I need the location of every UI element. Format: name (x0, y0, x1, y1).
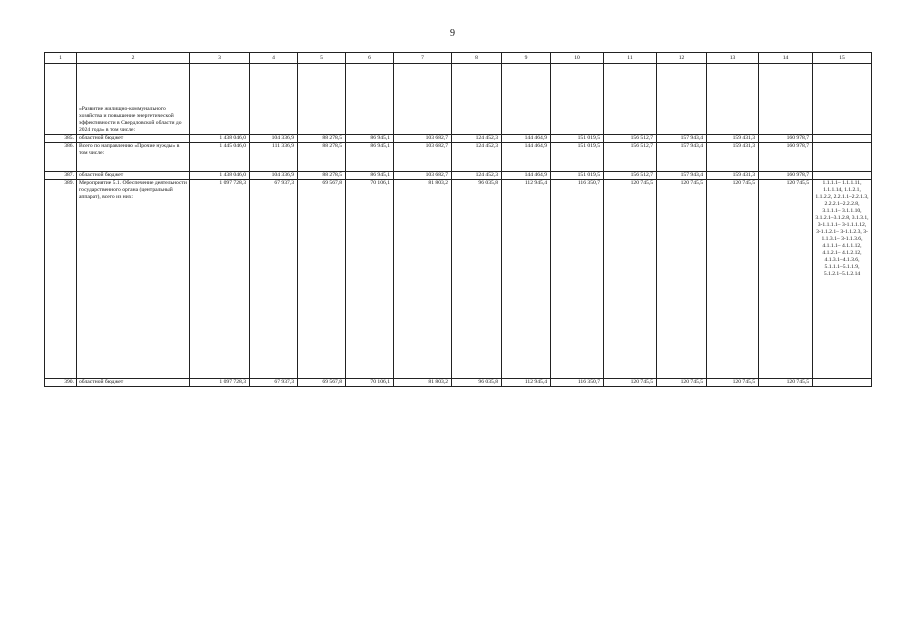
column-header-4: 4 (250, 53, 298, 64)
value-cell: 103 682,7 (394, 172, 452, 180)
value-cell: 151 019,5 (551, 172, 604, 180)
value-cell: 70 106,1 (346, 379, 394, 387)
row-number: 386. (45, 143, 77, 172)
value-cell: 1 097 728,3 (190, 379, 250, 387)
value-cell: 144 464,9 (502, 135, 551, 143)
value-cell: 81 803,2 (394, 180, 452, 379)
budget-table (44, 52, 872, 387)
target-indicators-cell (813, 172, 872, 180)
value-cell: 67 937,3 (250, 180, 298, 379)
value-cell: 1 445 046,0 (190, 143, 250, 172)
empty-cell (707, 64, 759, 135)
column-header-11: 11 (604, 53, 657, 64)
value-cell: 144 464,9 (502, 172, 551, 180)
value-cell: 81 803,2 (394, 379, 452, 387)
value-cell: 67 937,3 (250, 379, 298, 387)
column-header-9: 9 (502, 53, 551, 64)
value-cell: 160 978,7 (759, 135, 813, 143)
value-cell: 124 452,3 (452, 172, 502, 180)
continuation-text: «Развитие жилищно-коммунального хозяйства и повышение энергетической эффективности в Свердловской области до 2024 года» в том числе: (77, 64, 190, 135)
value-cell: 111 336,9 (250, 143, 298, 172)
table-row (45, 172, 872, 180)
value-cell: 157 943,4 (657, 172, 707, 180)
value-cell: 86 945,1 (346, 143, 394, 172)
value-cell: 160 978,7 (759, 172, 813, 180)
value-cell: 124 452,3 (452, 143, 502, 172)
target-indicators-cell (813, 379, 872, 387)
column-header-13: 13 (707, 53, 759, 64)
value-cell: 88 278,5 (298, 143, 346, 172)
value-cell: 157 943,4 (657, 135, 707, 143)
value-cell: 120 745,5 (657, 379, 707, 387)
value-cell: 151 019,5 (551, 143, 604, 172)
table-row (45, 180, 872, 379)
empty-cell (551, 64, 604, 135)
table-row (45, 379, 872, 387)
column-header-10: 10 (551, 53, 604, 64)
empty-cell (813, 64, 872, 135)
value-cell: 112 945,4 (502, 180, 551, 379)
column-header-2: 2 (77, 53, 190, 64)
empty-cell (394, 64, 452, 135)
empty-cell (657, 64, 707, 135)
value-cell: 103 682,7 (394, 135, 452, 143)
value-cell: 69 567,8 (298, 180, 346, 379)
row-name: областной бюджет (77, 379, 190, 387)
value-cell: 120 745,5 (707, 379, 759, 387)
value-cell: 120 745,5 (604, 180, 657, 379)
target-indicators-cell: 1.1.1.1– 1.1.1.11, 1.1.1.14, 1.1.2.1, 1.1.2.2, 2.2.1.1–2.2.1.3, 2.2.2.1–2.2.2.8, 3.1.1.1– 3.1.1.10, 3.1.2.1–3.1.2.8, 3.1.3.1, 3-1.1.1.1– 3-1.1.1.12, 3-1.1.2.1– 3-1.1.2.3, 3-1.1.3.1– 3-1.1.3.6, 4.1.1.1– 4.1.1.12, 4.1.2.1– 4.1.2.12, 4.1.3.1–4.1.3.6, 5.1.1.1–5.1.1.9, 5.1.2.1–5.1.2.14 (813, 180, 872, 379)
value-cell: 120 745,5 (707, 180, 759, 379)
empty-cell (604, 64, 657, 135)
column-header-8: 8 (452, 53, 502, 64)
row-name: Всего по направлению «Прочие нужды» в том числе: (77, 143, 190, 172)
value-cell: 88 278,5 (298, 135, 346, 143)
value-cell: 1 438 046,0 (190, 172, 250, 180)
column-header-3: 3 (190, 53, 250, 64)
empty-cell (502, 64, 551, 135)
value-cell: 70 106,1 (346, 180, 394, 379)
value-cell: 124 452,3 (452, 135, 502, 143)
row-name: Мероприятие 5.1. Обеспечение деятельности государственного органа (центральный аппарат), всего из них: (77, 180, 190, 379)
value-cell: 159 431,3 (707, 143, 759, 172)
empty-cell (250, 64, 298, 135)
value-cell: 1 438 046,0 (190, 135, 250, 143)
row-number: 385. (45, 135, 77, 143)
value-cell: 1 097 728,3 (190, 180, 250, 379)
value-cell: 86 945,1 (346, 135, 394, 143)
value-cell: 96 035,8 (452, 180, 502, 379)
row-number: 390. (45, 379, 77, 387)
row-name: областной бюджет (77, 172, 190, 180)
empty-cell (190, 64, 250, 135)
column-header-6: 6 (346, 53, 394, 64)
value-cell: 144 464,9 (502, 143, 551, 172)
value-cell: 159 431,3 (707, 135, 759, 143)
row-number: 389. (45, 180, 77, 379)
value-cell: 104 336,9 (250, 135, 298, 143)
table-row (45, 143, 872, 172)
target-indicators-cell (813, 143, 872, 172)
column-header-5: 5 (298, 53, 346, 64)
value-cell: 88 278,5 (298, 172, 346, 180)
page-number: 9 (450, 28, 455, 39)
row-number: 387. (45, 172, 77, 180)
continuation-row (45, 64, 872, 135)
value-cell: 104 336,9 (250, 172, 298, 180)
value-cell: 156 512,7 (604, 135, 657, 143)
empty-cell (298, 64, 346, 135)
value-cell: 116 350,7 (551, 379, 604, 387)
value-cell: 156 512,7 (604, 172, 657, 180)
value-cell: 120 745,5 (657, 180, 707, 379)
value-cell: 159 431,3 (707, 172, 759, 180)
value-cell: 112 945,4 (502, 379, 551, 387)
value-cell: 103 682,7 (394, 143, 452, 172)
column-header-15: 15 (813, 53, 872, 64)
column-header-7: 7 (394, 53, 452, 64)
value-cell: 96 035,8 (452, 379, 502, 387)
row-name: областной бюджет (77, 135, 190, 143)
table-row (45, 135, 872, 143)
header-row (45, 53, 872, 64)
value-cell: 116 350,7 (551, 180, 604, 379)
empty-cell (452, 64, 502, 135)
value-cell: 86 945,1 (346, 172, 394, 180)
value-cell: 156 512,7 (604, 143, 657, 172)
target-indicators-cell (813, 135, 872, 143)
column-header-12: 12 (657, 53, 707, 64)
empty-cell (346, 64, 394, 135)
value-cell: 120 745,5 (604, 379, 657, 387)
value-cell: 157 943,4 (657, 143, 707, 172)
value-cell: 151 019,5 (551, 135, 604, 143)
value-cell: 120 745,5 (759, 180, 813, 379)
column-header-14: 14 (759, 53, 813, 64)
empty-cell (45, 64, 77, 135)
empty-cell (759, 64, 813, 135)
value-cell: 160 978,7 (759, 143, 813, 172)
column-header-1: 1 (45, 53, 77, 64)
value-cell: 69 567,8 (298, 379, 346, 387)
value-cell: 120 745,5 (759, 379, 813, 387)
